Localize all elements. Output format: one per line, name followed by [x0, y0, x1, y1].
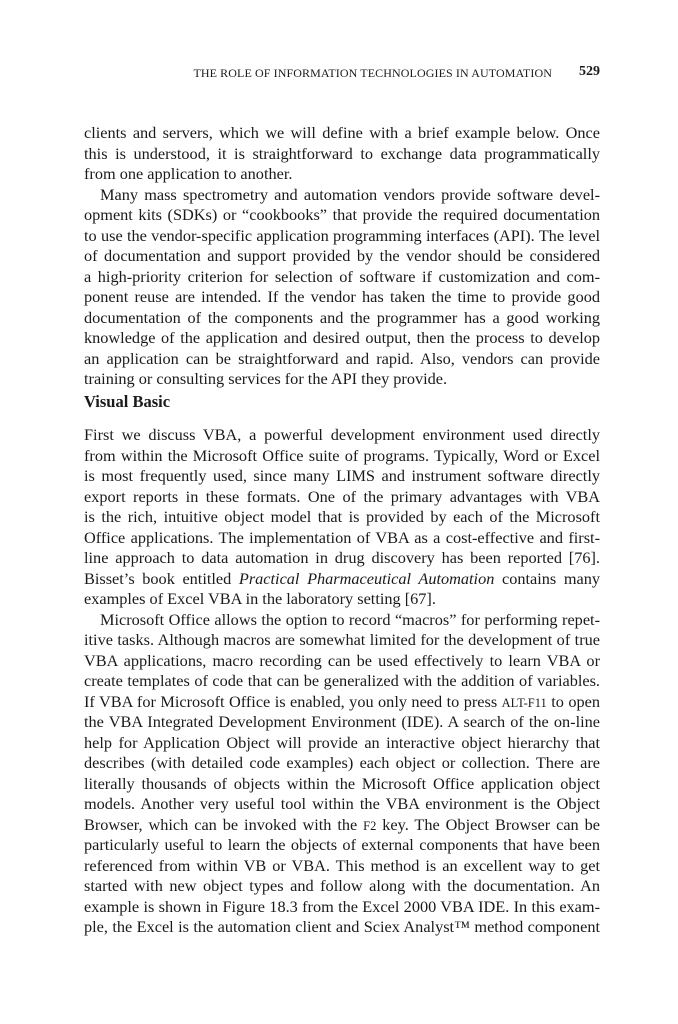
- text-segment: Bisset’s book entitled: [84, 568, 239, 588]
- text-line: create templates of code that can be generalized with the addition of variables.: [84, 671, 600, 690]
- text-line: First we discuss VBA, a powerful development environment used directly: [84, 425, 600, 444]
- paragraph: [84, 123, 600, 185]
- text-line: documentation of the components and the programmer has a good working: [84, 307, 600, 327]
- intro-text-block: [84, 123, 600, 390]
- text-line: the VBA Integrated Development Environment (IDE). A search of the on-line: [84, 712, 600, 731]
- text-line: from within the Microsoft Office suite of programs. Typically, Word or Excel: [84, 445, 600, 465]
- key-name: ALT-F11: [501, 695, 547, 710]
- text-line: opment kits (SDKs) or “cookbooks” that provide the required documentation: [84, 205, 600, 224]
- text-line: from one application to another.: [84, 164, 293, 183]
- text-line: literally thousands of objects within the Microsoft Office application object: [84, 773, 600, 793]
- text-line: line approach to data automation in drug discovery has been reported [76].: [84, 548, 600, 567]
- text-line: describes (with detailed code examples) each object or collection. There are: [84, 753, 600, 772]
- text-line: referenced from within VB or VBA. This method is an excellent way to get: [84, 855, 600, 875]
- text-segment: contains many: [494, 568, 601, 588]
- key-name: F2: [363, 818, 377, 833]
- paragraph: [84, 425, 600, 610]
- text-segment: key. The Object Browser can be: [376, 814, 600, 834]
- text-line: ponent reuse are intended. If the vendor has taken the time to provide good: [84, 287, 600, 306]
- text-line: VBA applications, macro recording can be used effectively to learn VBA or: [84, 650, 600, 670]
- section-heading: Visual Basic: [84, 392, 171, 411]
- text-line: an application can be straightforward and rapid. Also, vendors can provide: [84, 348, 600, 368]
- text-line: of documentation and support provided by the vendor should be considered: [84, 246, 600, 265]
- text-line: [84, 692, 600, 713]
- running-header: [84, 64, 600, 84]
- running-title: THE ROLE OF INFORMATION TECHNOLOGIES IN AUTOMATION: [193, 66, 552, 80]
- text-segment: Browser, which can be invoked with the: [84, 814, 364, 834]
- text-line: examples of Excel VBA in the laboratory setting [67].: [84, 589, 436, 608]
- text-line: knowledge of the application and desired output, then the process to develop: [84, 328, 600, 347]
- text-line: a high-priority criterion for selection of software if customization and com-: [84, 266, 600, 286]
- text-line: this is understood, it is straightforward to exchange data programmatically: [84, 143, 600, 163]
- text-line: to use the vendor-specific application programming interfaces (API). The level: [84, 225, 600, 245]
- text-line: clients and servers, which we will define with a brief example below. Once: [84, 123, 600, 142]
- text-line: help for Application Object will provide an interactive object hierarchy that: [84, 732, 600, 752]
- paragraph: [84, 610, 600, 938]
- text-line: models. Another very useful tool within the VBA environment is the Object: [84, 794, 600, 813]
- paragraph: [84, 185, 600, 390]
- text-line: [84, 569, 600, 590]
- text-line: started with new object types and follow along with the documentation. An: [84, 876, 600, 895]
- text-line: training or consulting services for the API they provide.: [84, 369, 448, 388]
- text-line: particularly useful to learn the objects of external components that have been: [84, 835, 600, 854]
- visual-basic-text-block: [84, 425, 600, 938]
- text-line: itive tasks. Although macros are somewhat limited for the development of true: [84, 630, 600, 649]
- text-line: example is shown in Figure 18.3 from the Excel 2000 VBA IDE. In this exam-: [84, 896, 600, 916]
- text-line: Microsoft Office allows the option to record “macros” for performing repet-: [100, 609, 600, 629]
- text-line: is most frequently used, since many LIMS and instrument software directly: [84, 466, 600, 485]
- text-segment: to open: [546, 691, 600, 711]
- italic-title: Practical Pharmaceutical Automation: [238, 568, 495, 588]
- text-line: Many mass spectrometry and automation vendors provide software devel-: [100, 184, 600, 204]
- page-number: 529: [579, 64, 600, 79]
- text-line: ple, the Excel is the automation client and Sciex Analyst™ method component: [84, 917, 600, 936]
- text-line: export reports in these formats. One of the primary advantages with VBA: [84, 486, 600, 506]
- text-line: Office applications. The implementation of VBA as a cost-effective and first-: [84, 527, 600, 547]
- text-segment: If VBA for Microsoft Office is enabled, you only need to press: [84, 691, 502, 711]
- text-line: [84, 815, 600, 836]
- text-line: is the rich, intuitive object model that is provided by each of the Microsoft: [84, 507, 600, 526]
